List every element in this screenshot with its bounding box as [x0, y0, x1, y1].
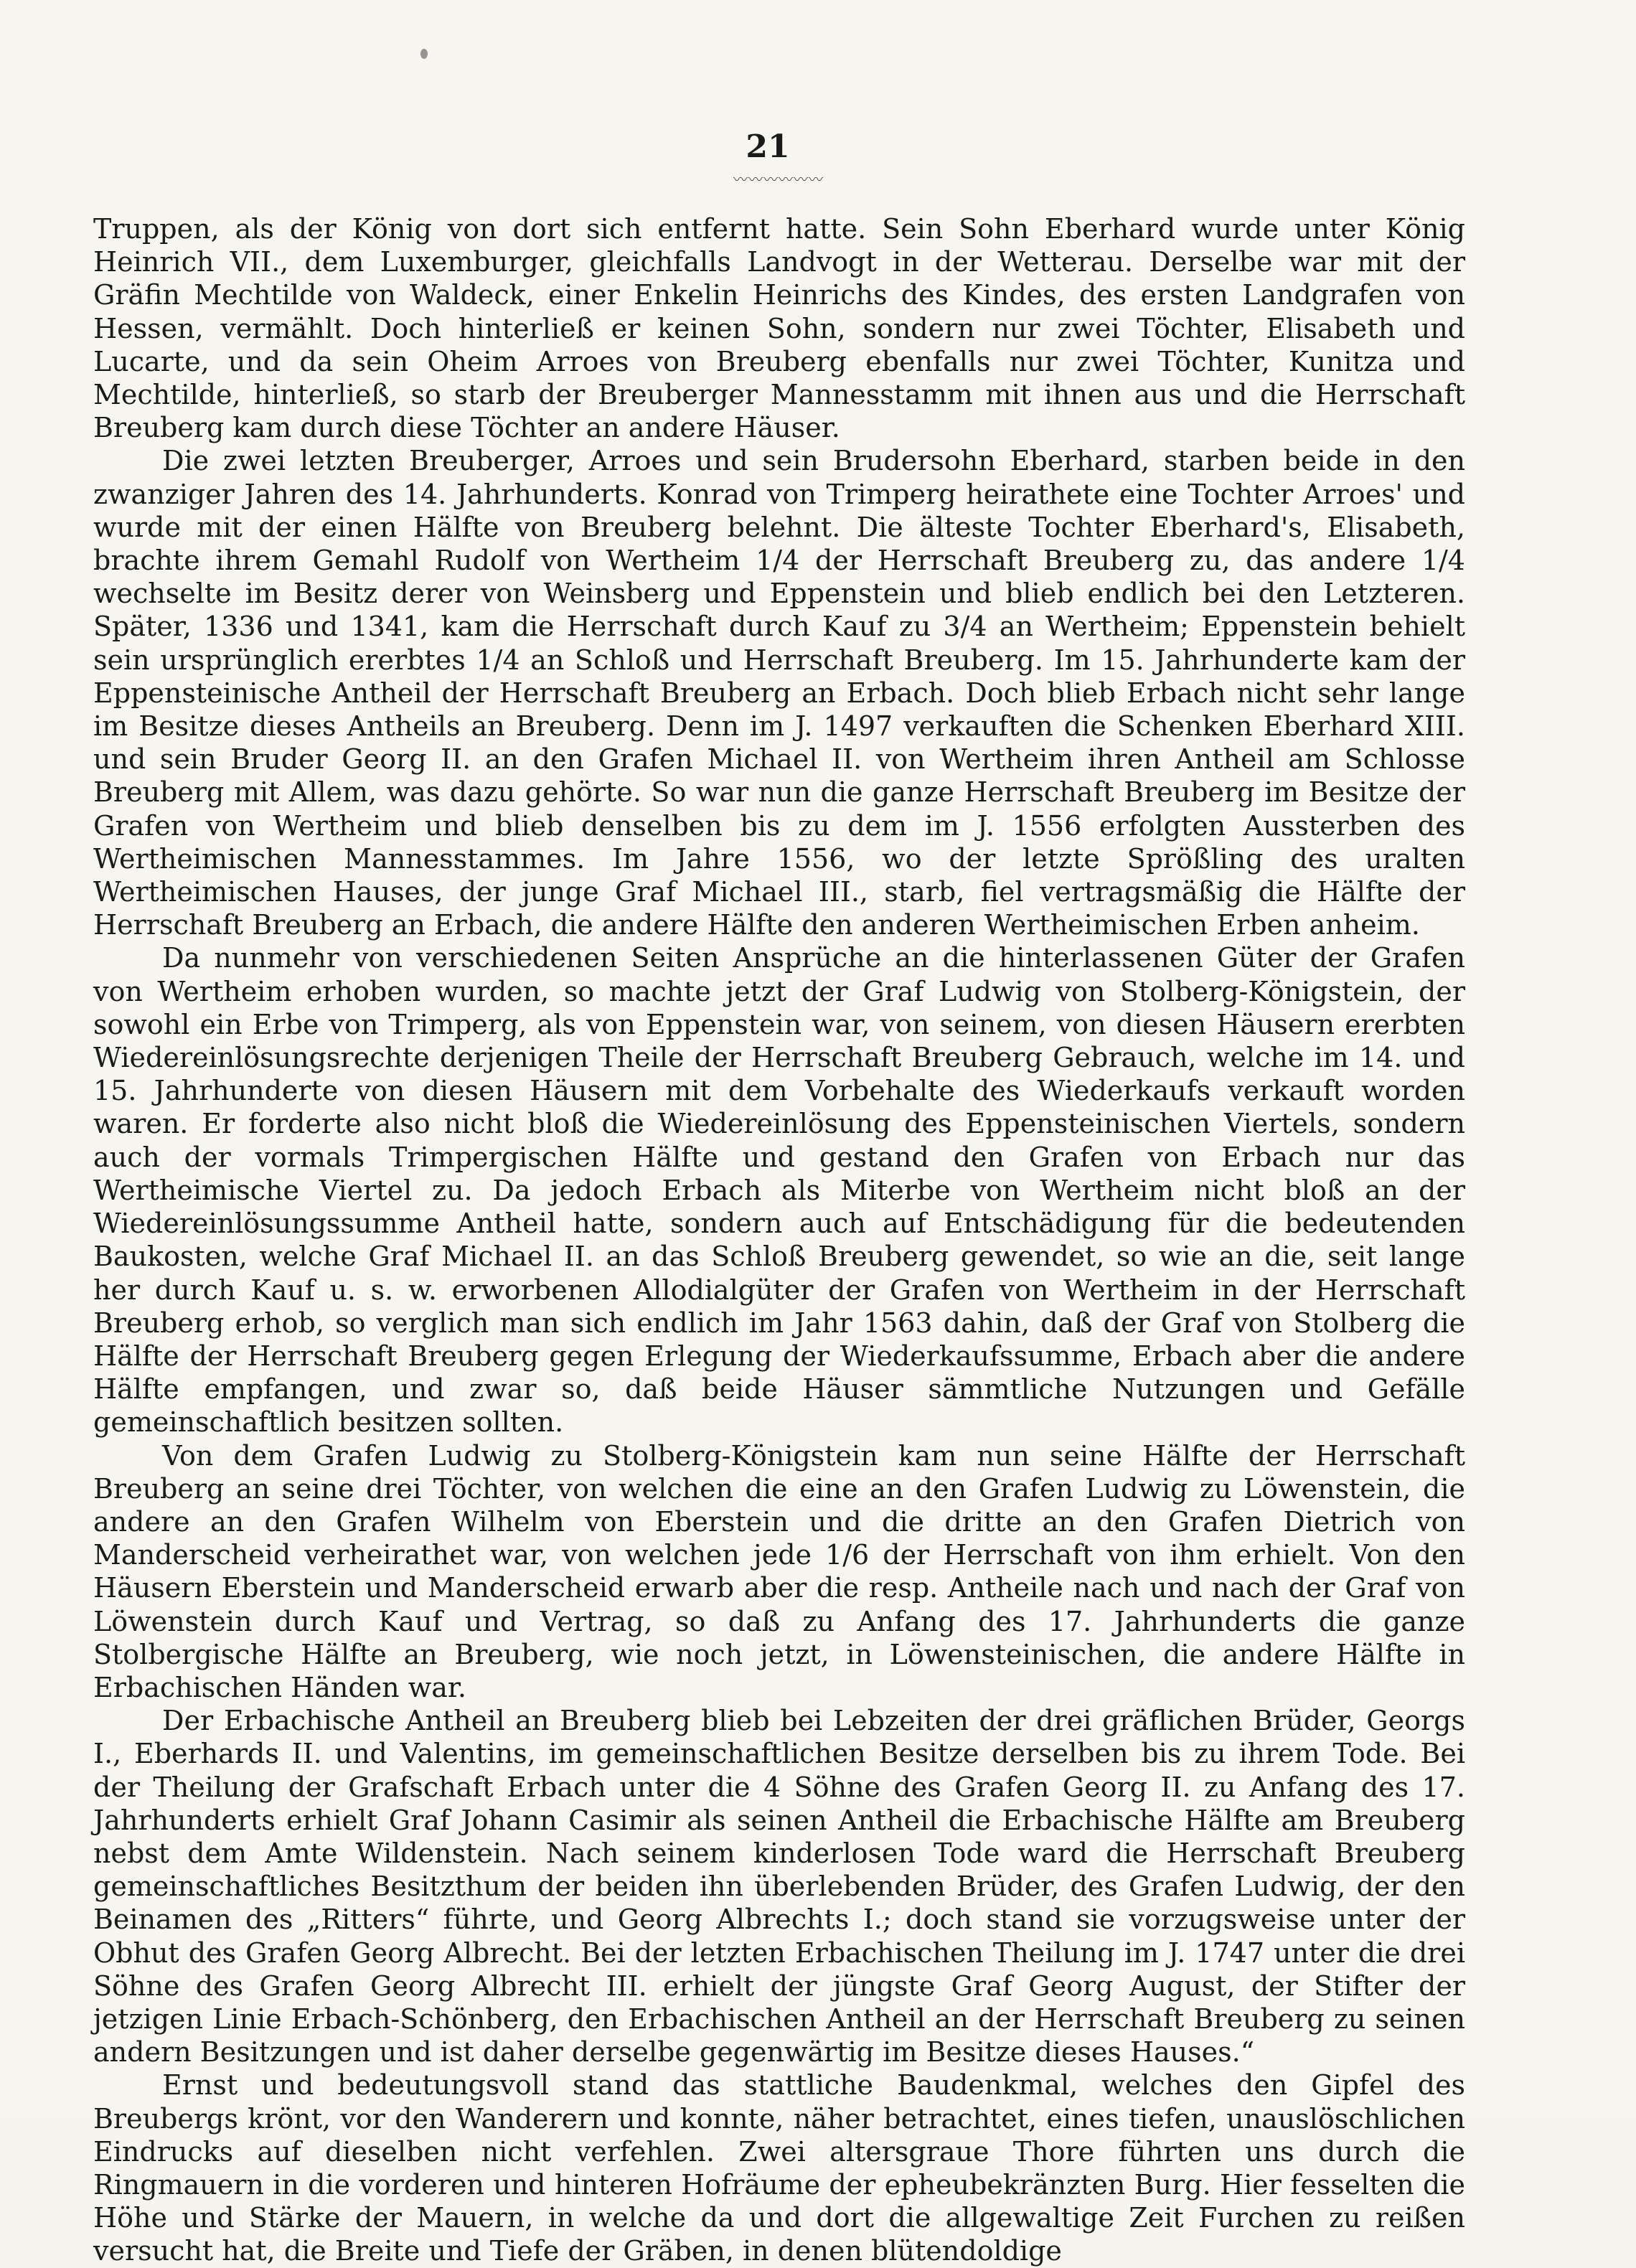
page-number-ornament: 〰〰〰〰〰〰: [733, 172, 824, 187]
paragraph: Ernst und bedeutungsvoll stand das stattliche Baudenkmal, welches den Gipfel des Breubergs krönt, vor den Wanderern und konnte, näher betrachtet, eines tiefen, unauslöschlichen Eindrucks auf dieselben nicht verfehlen. Zwei altersgraue Thore führten uns durch die Ringmauern in die vorderen und hinteren Hofräume der epheubekränzten Burg. Hier fesselten die Höhe und Stärke der Mauern, in welche da und dort die allgewaltige Zeit Furchen zu reißen versucht hat, die Breite und Tiefe der Gräben, in denen blütendoldige: [93, 2069, 1465, 2267]
paragraph: Da nunmehr von verschiedenen Seiten Ansprüche an die hinterlassenen Güter der Grafen von Wertheim erhoben wurden, so machte jetzt der Graf Ludwig von Stolberg-Königstein, der sowohl ein Erbe von Trimperg, als von Eppenstein war, von seinem, von diesen Häusern ererbten Wiedereinlösungsrechte derjenigen Theile der Herrschaft Breuberg Gebrauch, welche im 14. und 15. Jahrhunderte von diesen Häusern mit dem Vorbehalte des Wiederkaufs verkauft worden waren. Er forderte also nicht bloß die Wiedereinlösung des Eppensteinischen Viertels, sondern auch der vormals Trimpergischen Hälfte und gestand den Grafen von Erbach nur das Wertheimische Viertel zu. Da jedoch Erbach als Miterbe von Wertheim nicht bloß an der Wiedereinlösungssumme Antheil hatte, sondern auch auf Entschädigung für die bedeutenden Baukosten, welche Graf Michael II. an das Schloß Breuberg gewendet, so wie an die, seit lange her durch Kauf u. s. w. erworbenen Allodialgüter der Grafen von Wertheim in der Herrschaft Breuberg erhob, so verglich man sich endlich im Jahr 1563 dahin, daß der Graf von Stolberg die Hälfte der Herrschaft Breuberg gegen Erlegung der Wiederkaufssumme, Erbach aber die andere Hälfte empfangen, und zwar so, daß beide Häuser sämmtliche Nutzungen und Gefälle gemeinschaftlich besitzen sollten.: [93, 942, 1465, 1439]
paragraph: Die zwei letzten Breuberger, Arroes und sein Brudersohn Eberhard, starben beide in den zwanziger Jahren des 14. Jahrhunderts. Konrad von Trimperg heirathete eine Tochter Arroes' und wurde mit der einen Hälfte von Breuberg belehnt. Die älteste Tochter Eberhard's, Elisabeth, brachte ihrem Gemahl Rudolf von Wertheim 1/4 der Herrschaft Breuberg zu, das andere 1/4 wechselte im Besitz derer von Weinsberg und Eppenstein und blieb endlich bei den Letzteren. Später, 1336 und 1341, kam die Herrschaft durch Kauf zu 3/4 an Wertheim; Eppenstein behielt sein ursprünglich ererbtes 1/4 an Schloß und Herrschaft Breuberg. Im 15. Jahrhunderte kam der Eppensteinische Antheil der Herrschaft Breuberg an Erbach. Doch blieb Erbach nicht sehr lange im Besitze dieses Antheils an Breuberg. Denn im J. 1497 verkauften die Schenken Eberhard XIII. und sein Bruder Georg II. an den Grafen Michael II. von Wertheim ihren Antheil am Schlosse Breuberg mit Allem, was dazu gehörte. So war nun die ganze Herrschaft Breuberg im Besitze der Grafen von Wertheim und blieb denselben bis zu dem im J. 1556 erfolgten Aussterben des Wertheimischen Mannesstammes. Im Jahre 1556, wo der letzte Sprößling des uralten Wertheimischen Hauses, der junge Graf Michael III., starb, fiel vertragsmäßig die Hälfte der Herrschaft Breuberg an Erbach, die andere Hälfte den anderen Wertheimischen Erben anheim.: [93, 445, 1465, 941]
paragraph: Der Erbachische Antheil an Breuberg blieb bei Lebzeiten der drei gräflichen Brüder, Georgs I., Eberhards II. und Valentins, im gemeinschaftlichen Besitze derselben bis zu ihrem Tode. Bei der Theilung der Grafschaft Erbach unter die 4 Söhne des Grafen Georg II. zu Anfang des 17. Jahrhunderts erhielt Graf Johann Casimir als seinen Antheil die Erbachische Hälfte am Breuberg nebst dem Amte Wildenstein. Nach seinem kinderlosen Tode ward die Herrschaft Breuberg gemeinschaftliches Besitzthum der beiden ihn überlebenden Brüder, des Grafen Ludwig, der den Beinamen des „Ritters“ führte, und Georg Albrechts I.; doch stand sie vorzugsweise unter der Obhut des Grafen Georg Albrecht. Bei der letzten Erbachischen Theilung im J. 1747 unter die drei Söhne des Grafen Georg Albrecht III. erhielt der jüngste Graf Georg August, der Stifter der jetzigen Linie Erbach-Schönberg, den Erbachischen Antheil an der Herrschaft Breuberg zu seinen andern Besitzungen und ist daher derselbe gegenwärtig im Besitze dieses Hauses.“: [93, 1705, 1465, 2069]
page-number: 21: [746, 128, 790, 165]
paragraph: Von dem Grafen Ludwig zu Stolberg-Königstein kam nun seine Hälfte der Herrschaft Breuberg an seine drei Töchter, von welchen die eine an den Grafen Ludwig zu Löwenstein, die andere an den Grafen Wilhelm von Eberstein und die dritte an den Grafen Dietrich von Manderscheid verheirathet war, von welchen jede 1/6 der Herrschaft von ihm erhielt. Von den Häusern Eberstein und Manderscheid erwarb aber die resp. Antheile nach und nach der Graf von Löwenstein durch Kauf und Vertrag, so daß zu Anfang des 17. Jahrhunderts die ganze Stolbergische Hälfte an Breuberg, wie noch jetzt, in Löwensteinischen, die andere Hälfte in Erbachischen Händen war.: [93, 1439, 1465, 1703]
ink-speck: [420, 49, 428, 59]
body-text: [93, 212, 1465, 2268]
paragraph: Truppen, als der König von dort sich entfernt hatte. Sein Sohn Eberhard wurde unter König Heinrich VII., dem Luxemburger, gleichfalls Landvogt in der Wetterau. Derselbe war mit der Gräfin Mechtilde von Waldeck, einer Enkelin Heinrichs des Kindes, des ersten Landgrafen von Hessen, vermählt. Doch hinterließ er keinen Sohn, sondern nur zwei Töchter, Elisabeth und Lucarte, und da sein Oheim Arroes von Breuberg ebenfalls nur zwei Töchter, Kunitza und Mechtilde, hinterließ, so starb der Breuberger Mannesstamm mit ihnen aus und die Herrschaft Breuberg kam durch diese Töchter an andere Häuser.: [93, 213, 1465, 444]
